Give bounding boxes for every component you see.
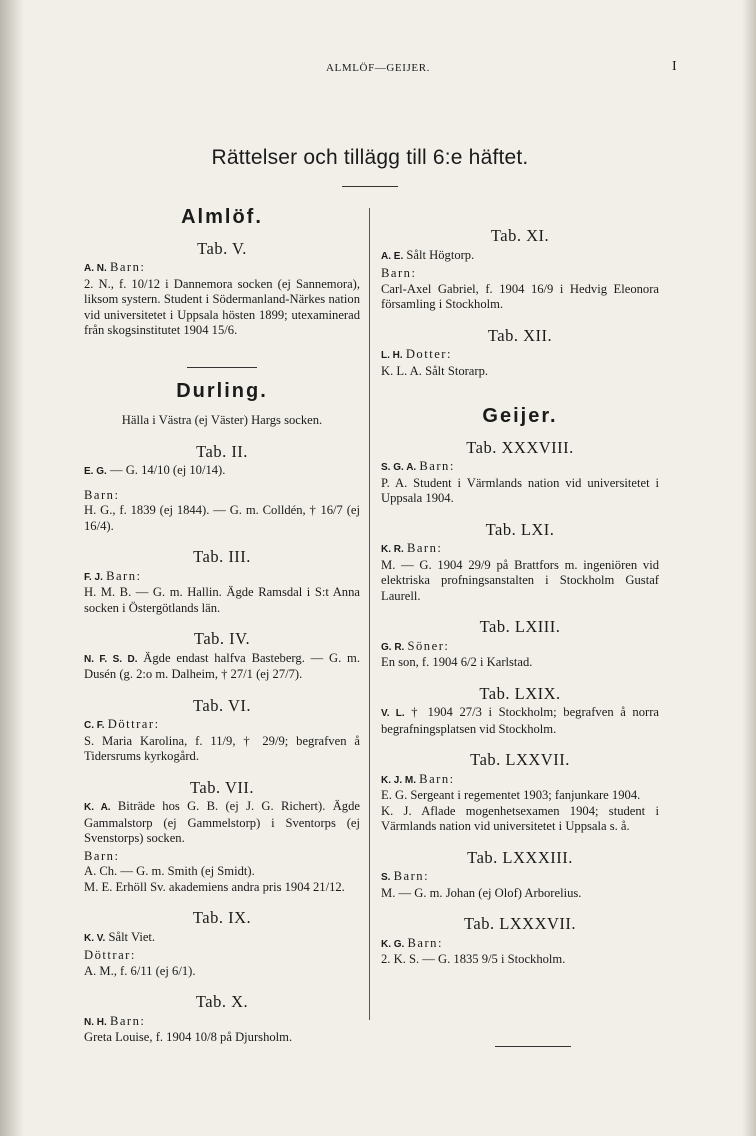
left-column [84,200,360,1046]
tab-heading: Tab. LXI. [485,519,555,539]
person-code: K. G. [381,938,405,950]
tab-heading: Tab. VI. [193,695,251,715]
person-code: K. V. [84,932,106,944]
family-intro: Hälla i Västra (ej Väster) Hargs socken. [121,413,323,427]
entry-label: Barn: [109,260,146,274]
entry-label: Barn: [407,935,443,950]
tab-heading: Tab. LXXXVII. [463,914,577,933]
column-divider [369,208,370,1020]
entry-label: Söner: [407,638,450,653]
person-code: N. F. S. D. [84,653,138,665]
entry-label: Barn: [381,266,417,280]
person-code: A. N. [84,263,107,274]
person-code: E. G. [84,466,107,477]
tab-heading: Tab. IV. [193,629,251,648]
person-code: G. R. [381,641,405,653]
tab-heading: Tab. LXIX. [479,683,561,703]
person-code: A. E. [381,250,404,262]
tab-heading: Tab. V. [197,238,247,258]
right-column [381,200,659,968]
entry-text: 2. K. S. — G. 1835 9/5 i Stockholm. [381,952,566,966]
person-code: K. A. [84,802,111,813]
tab-heading: Tab. LXXVII. [470,750,570,769]
entry-text: Greta Louise, f. 1904 10/8 på Djursholm. [84,1030,293,1044]
person-code: F. J. [84,571,103,583]
section-rule [187,367,257,368]
entry-label: Dotter: [405,347,453,361]
tab-heading: Tab. LXIII. [479,617,561,636]
family-heading-geijer: Geijer. [482,405,558,427]
tab-heading: Tab. III. [193,547,251,566]
person-code: K. J. M. [381,774,417,786]
tab-heading: Tab. XXXVIII. [466,437,574,457]
person-code: K. R. [381,544,404,555]
page-edge [742,0,756,1136]
main-title: Rättelser och tillägg till 6:e häftet. [211,146,529,169]
family-heading-almlof: Almlöf. [181,206,263,228]
entry-text: Biträde hos G. B. (ej J. G. Richert). Ägde Gammalstorp (ej Gammelstorp) i Sventorps (ej Svenstorps) socken. [84,799,360,845]
entry-text: K. J. Aflade mogenhetsexamen 1904; student i Värmlands nation vid universitetet i Uppsala s. å. [381,803,659,833]
entry-label: Barn: [419,771,455,786]
end-rule [495,1046,571,1047]
entry-text: A. M., f. 6/11 (ej 6/1). [84,963,196,978]
tab-heading: Tab. LXXXIII. [467,847,573,867]
entry-text: E. G. Sergeant i regementet 1903; fanjunkare 1904. [381,788,641,802]
entry-label: Barn: [419,459,455,473]
entry-text: Carl-Axel Gabriel, f. 1904 16/9 i Hedvig Eleonora församling i Stockholm. [381,281,659,311]
entry-text: M. — G. m. Johan (ej Olof) Arborelius. [381,885,582,900]
entry-text: A. Ch. — G. m. Smith (ej Smidt). [84,864,255,878]
entry-text: Sålt Viet. [108,929,156,944]
person-code: C. F. [84,720,105,731]
spine-shadow [0,0,24,1136]
tab-heading: Tab. X. [195,992,249,1011]
tab-heading: Tab. VII. [190,777,254,797]
entry-text: K. L. A. Sålt Storarp. [381,363,489,378]
entry-label: Barn: [406,541,443,555]
person-code: V. L. [381,708,405,719]
entry-text: 2. N., f. 10/12 i Dannemora socken (ej Sannemora), liksom systern. Student i Södermanland-Närkes nation vid universitetet i Uppsala hösten 1899; utexaminerad från skogsinstitutet 1904 15/6. [84,276,360,337]
entry-label: Barn: [84,848,120,863]
person-code: S. [381,872,391,883]
entry-text: † 1904 27/3 i Stockholm; begrafven å norra begrafningsplatsen vid Stockholm. [381,705,660,736]
entry-text: — G. 14/10 (ej 10/14). [109,463,226,477]
tab-heading: Tab. II. [196,441,248,461]
person-code: L. H. [381,350,403,361]
entry-label: Döttrar: [107,717,160,731]
entry-text: En son, f. 1904 6/2 i Karlstad. [381,655,533,669]
entry-label: Barn: [393,869,430,883]
tab-heading: Tab. XI. [490,226,550,245]
entry-text: Sålt Högtorp. [406,247,475,262]
person-code: N. H. [84,1016,107,1028]
title-rule [342,186,398,187]
family-heading-durling: Durling. [176,379,268,402]
entry-label: Barn: [109,1013,146,1028]
entry-text: M. — G. 1904 29/9 på Brattfors m. ingeniören vid elektriska profningsanstalten i Stockholm Gustaf Laurell. [381,557,659,603]
entry-label: Döttrar: [84,948,136,962]
entry-label: Barn: [106,568,142,583]
running-head: ALMLÖF—GEIJER. [325,62,431,74]
tab-heading: Tab. IX. [192,908,252,927]
page-number: I [672,59,677,74]
entry-text: H. G., f. 1839 (ej 1844). — G. m. Colldén, † 16/7 (ej 16/4). [84,503,360,533]
entry-label: Barn: [84,487,120,502]
tab-heading: Tab. XII. [487,325,553,345]
entry-text: P. A. Student i Värmlands nation vid universitetet i Uppsala 1904. [381,475,659,505]
entry-text: M. E. Erhöll Sv. akademiens andra pris 1904 21/12. [84,879,345,894]
person-code: S. G. A. [381,462,417,473]
entry-text: S. Maria Karolina, f. 11/9, † 29/9; begrafven å Tidersrums kyrkogård. [84,733,360,763]
entry-text: Ägde endast halfva Basteberg. — G. m. Dusén (g. 2:o m. Dalheim, † 27/1 (ej 27/7). [84,650,360,681]
entry-text: H. M. B. — G. m. Hallin. Ägde Ramsdal i S:t Anna socken i Östergötlands län. [84,585,360,615]
